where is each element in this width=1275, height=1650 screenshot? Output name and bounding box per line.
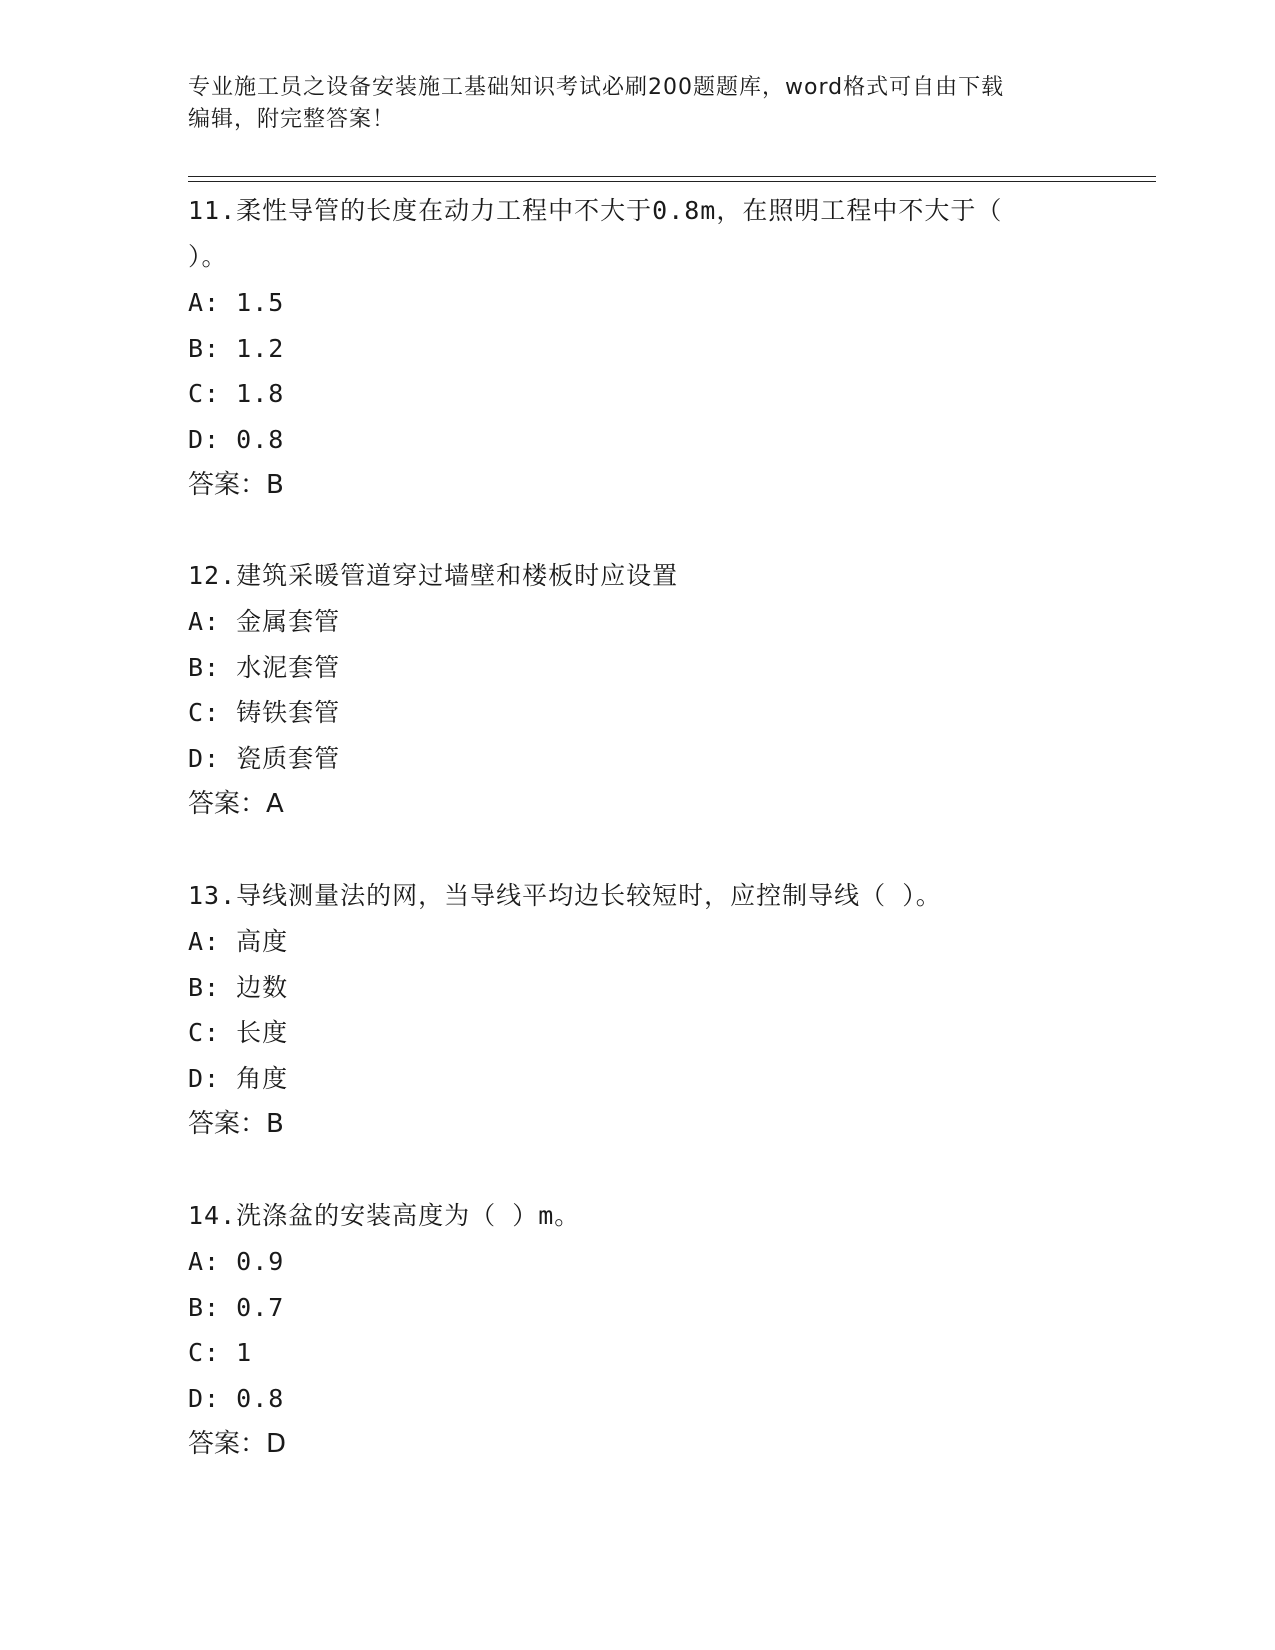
option-d: D: 角度 [188,1063,289,1093]
option-a: A: 金属套管 [188,607,341,636]
option-c: C: 1 [188,1338,253,1367]
question-14 [188,1193,1088,1467]
answer-label: 答案：B [188,1109,284,1139]
option-b: B: 边数 [188,972,289,1002]
option-b: B: 1.2 [188,333,285,363]
header-line-2: 编辑，附完整答案！ [188,107,396,132]
answer-label: 答案：A [188,789,284,819]
option-b: B: 0.7 [188,1292,285,1322]
option-a: A: 0.9 [188,1247,285,1276]
option-d: D: 瓷质套管 [188,743,341,773]
option-d: D: 0.8 [188,1383,285,1413]
option-d: D: 0.8 [188,424,285,454]
question-11 [188,188,1088,508]
question-13 [188,873,1088,1147]
option-a: A: 高度 [188,927,289,956]
option-c: C: 1.8 [188,379,285,408]
question-stem: 12.建筑采暖管道穿过墙壁和楼板时应设置 [188,561,679,590]
document-header [188,72,1088,136]
question-stem: 11.柔性导管的长度在动力工程中不大于0.8m，在照明工程中不大于（ [188,196,1003,225]
option-c: C: 长度 [188,1018,289,1047]
question-stem: 13.导线测量法的网，当导线平均边长较短时，应控制导线（ ）。 [188,881,942,910]
header-divider-top [188,176,1156,177]
header-line-1: 专业施工员之设备安装施工基础知识考试必刷200题题库，word格式可自由下载 [188,75,1005,100]
answer-label: 答案：D [188,1429,287,1459]
option-b: B: 水泥套管 [188,652,341,682]
option-a: A: 1.5 [188,288,285,317]
question-stem-continued: ）。 [188,242,228,271]
option-c: C: 铸铁套管 [188,698,341,727]
question-12 [188,553,1088,827]
header-divider-bottom [188,181,1156,182]
answer-label: 答案：B [188,470,284,500]
question-stem: 14.洗涤盆的安装高度为（ ）m。 [188,1201,581,1230]
